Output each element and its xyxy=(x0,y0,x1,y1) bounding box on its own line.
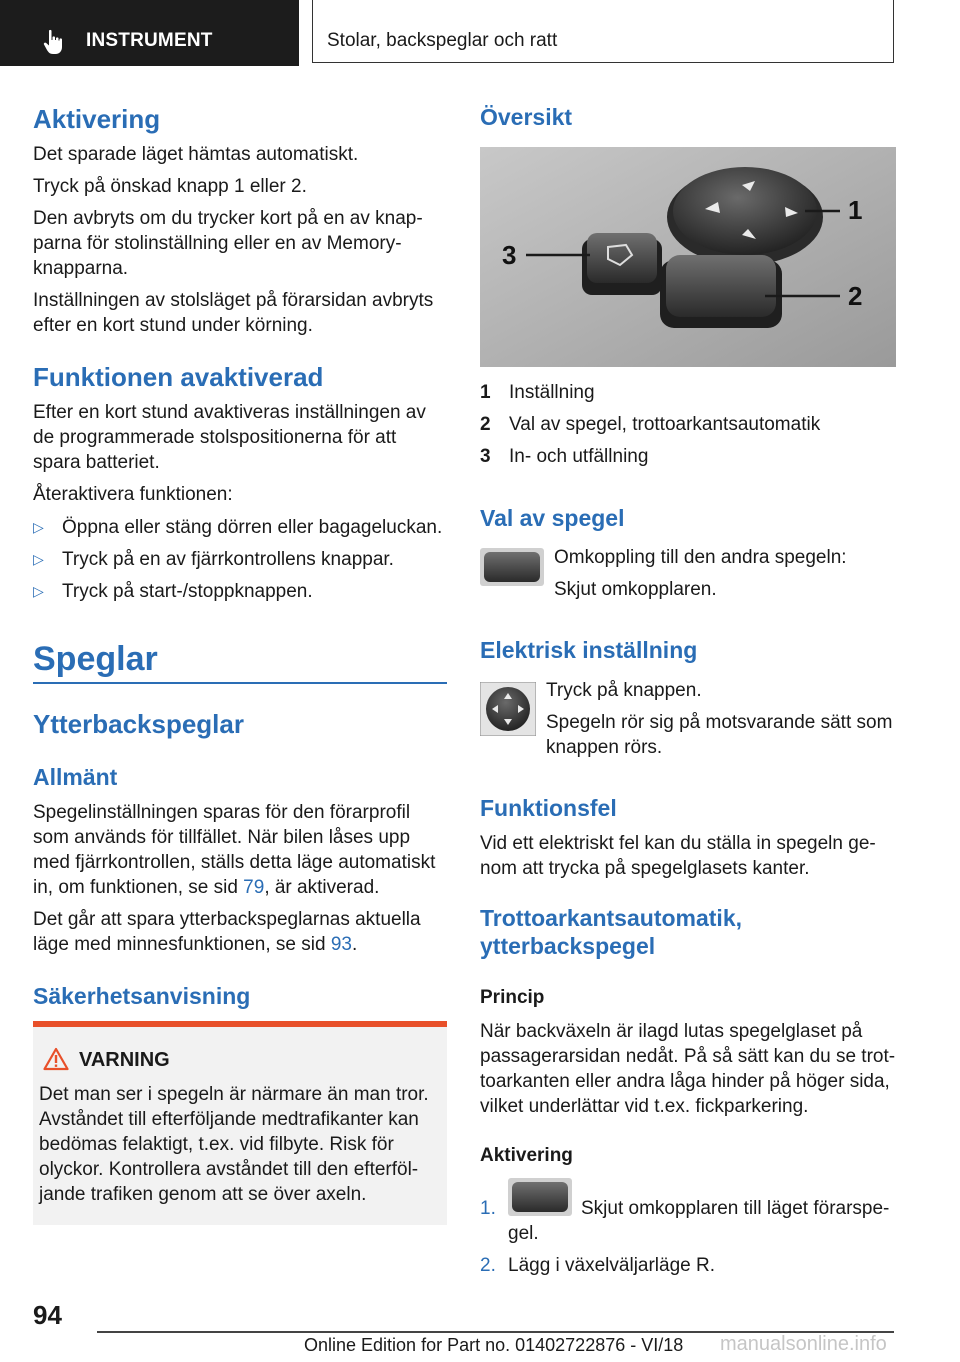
fel-p1-l1: Vid ett elektriskt fel kan du ställa in spegeln ge‐ xyxy=(480,833,876,854)
funktion-p1-l1: Efter en kort stund avaktiveras inställningen av xyxy=(33,402,426,423)
ytter-heading: Ytterbackspeglar xyxy=(33,709,244,739)
fel-heading: Funktionsfel xyxy=(480,795,617,821)
val-p2: Skjut omkopplaren. xyxy=(554,579,717,600)
section-label: INSTRUMENT xyxy=(86,30,213,51)
oversikt-heading: Översikt xyxy=(480,104,573,130)
princip-l4: vilket underlättar vid t.ex. fickparkering. xyxy=(480,1096,809,1117)
chapter-label: Stolar, backspeglar och ratt xyxy=(327,30,558,51)
warning-l4: olyckor. Kontrollera avståndet till den efterföl‐ xyxy=(39,1159,419,1180)
warning-l2: Avståndet till efterföljande medtrafikanter kan xyxy=(39,1109,419,1130)
warning-title: VARNING xyxy=(79,1049,170,1071)
aktivering-p1: Det sparade läget hämtas automatiskt. xyxy=(33,144,359,165)
warning-l3: bedömas felaktigt, t.ex. vid filbyte. Risk för xyxy=(39,1134,394,1155)
el-p1: Tryck på knappen. xyxy=(546,680,702,701)
step-number: 1. xyxy=(480,1198,496,1219)
allmant-p1-l3: med fjärrkontrollen, ställs detta läge automatiskt xyxy=(33,852,436,873)
section-divider xyxy=(33,682,447,684)
aktivering2-heading: Aktivering xyxy=(480,1145,573,1166)
allmant-p2-l2: läge med minnesfunktionen, se sid 93. xyxy=(33,934,358,955)
allmant-p1-l2: som används för tillfället. När bilen låses upp xyxy=(33,827,411,848)
step-2-l1: Lägg i växelväljarläge R. xyxy=(508,1255,716,1276)
aktivering-p3-l2: parna för stolinställning eller en av Memory- xyxy=(33,233,402,254)
val-p1: Omkoppling till den andra spegeln: xyxy=(554,547,847,568)
allmant-p2-l1: Det går att spara ytterbackspeglarnas aktuella xyxy=(33,909,421,930)
aktivering-p3-l1: Den avbryts om du trycker kort på en av knap‐ xyxy=(33,208,423,229)
triangle-bullet-icon: ▷ xyxy=(33,519,44,535)
funktion-heading: Funktionen avaktiverad xyxy=(33,362,324,392)
princip-l3: toarkanten eller andra låga hinder på höger sida, xyxy=(480,1071,890,1092)
warning-l5: jande trafiken genom att se över axeln. xyxy=(39,1184,367,1205)
val-heading: Val av spegel xyxy=(480,505,625,531)
page-link-93[interactable]: 93 xyxy=(330,934,352,955)
warning-triangle-icon xyxy=(43,1047,69,1071)
allmant-heading: Allmänt xyxy=(33,764,118,790)
mirror-switch-icon xyxy=(480,548,544,586)
callout-2: 2 xyxy=(848,281,863,311)
section-tab[interactable] xyxy=(0,0,299,66)
mirror-joystick-icon xyxy=(480,682,536,736)
trott-heading-l1: Trottoarkantsautomatik, xyxy=(480,905,742,931)
warning-l1: Det man ser i spegeln är närmare än man tror. xyxy=(39,1084,429,1105)
princip-l1: När backväxeln är ilagd lutas spegelglaset på xyxy=(480,1021,863,1042)
speglar-heading: Speglar xyxy=(33,640,158,678)
el-heading: Elektrisk inställning xyxy=(480,637,698,663)
callout-3: 3 xyxy=(502,240,517,270)
mirror-switch-icon xyxy=(508,1178,572,1216)
aktivering-p3-l3: knapparna. xyxy=(33,258,129,279)
step-number: 2. xyxy=(480,1255,496,1276)
funktion-p2: Återaktivera funktionen: xyxy=(33,484,233,505)
page-header xyxy=(0,0,960,66)
trott-heading-l2: ytterbackspegel xyxy=(480,933,656,959)
aktivering-p4-l2: efter en kort stund under körning. xyxy=(33,315,313,336)
step-1-l1: Skjut omkopplaren till läget förarspe‐ xyxy=(581,1198,890,1219)
callout-1: 1 xyxy=(848,195,863,225)
sakerhet-heading: Säkerhetsanvisning xyxy=(33,983,251,1009)
fel-p1-l2: nom att trycka på spegelglasets kanter. xyxy=(480,858,810,879)
aktivering-heading: Aktivering xyxy=(33,104,161,134)
el-p2-l1: Spegeln rör sig på motsvarande sätt som xyxy=(546,712,893,733)
warning-box xyxy=(33,1027,447,1225)
allmant-p1-l1: Spegelinställningen sparas för den förarprofil xyxy=(33,802,411,823)
chapter-tab[interactable] xyxy=(312,0,894,63)
aktivering-p2: Tryck på önskad knapp 1 eller 2. xyxy=(33,176,307,197)
page-number: 94 xyxy=(33,1300,62,1330)
watermark: manualsonline.info xyxy=(720,1333,887,1355)
princip-heading: Princip xyxy=(480,987,545,1008)
mirror-controls-figure xyxy=(480,147,896,367)
page-link-79[interactable]: 79 xyxy=(243,877,265,898)
aktivering-p4-l1: Inställningen av stolsläget på förarsidan avbryts xyxy=(33,290,434,311)
hand-pointer-icon xyxy=(40,28,68,56)
triangle-bullet-icon: ▷ xyxy=(33,551,44,567)
edition-text: Online Edition for Part no. 01402722876 - VI/18 xyxy=(304,1335,684,1355)
princip-l2: passagerarsidan nedåt. På så sätt kan du se trot‐ xyxy=(480,1046,896,1067)
step-1-l2: gel. xyxy=(508,1223,539,1244)
triangle-bullet-icon: ▷ xyxy=(33,583,44,599)
el-p2-l2: knappen rörs. xyxy=(546,737,663,758)
funktion-p1-l3: spara batteriet. xyxy=(33,452,160,473)
funktion-p1-l2: de programmerade stolspositionerna för att xyxy=(33,427,397,448)
allmant-p1-l4: in, om funktionen, se sid 79, är aktiverad. xyxy=(33,877,380,898)
